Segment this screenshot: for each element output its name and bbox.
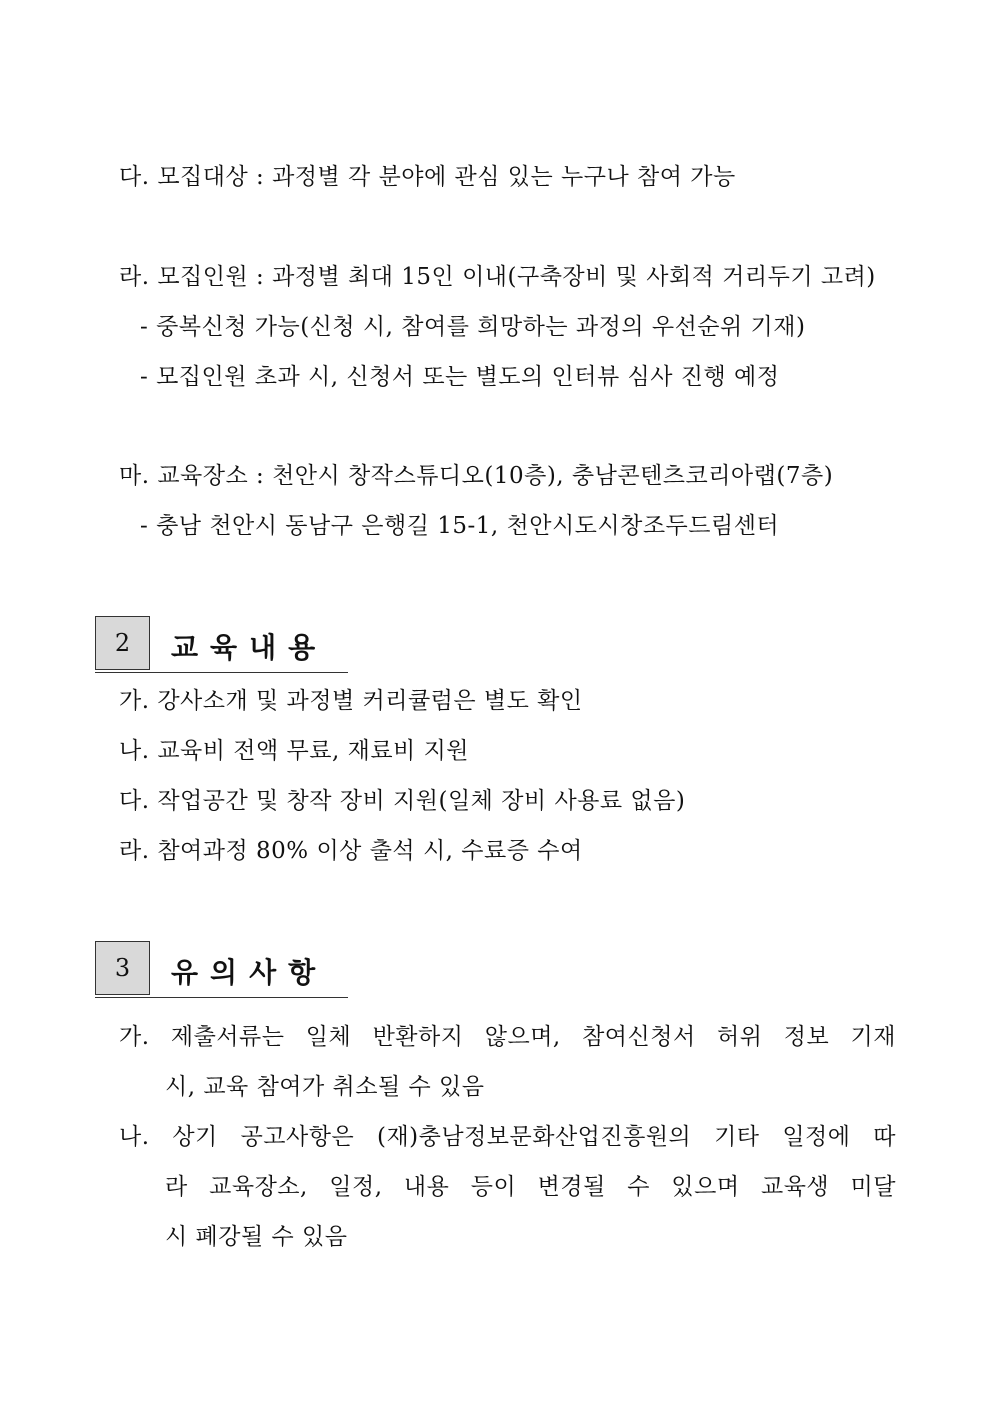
section-3-item-1-line-2: 시, 교육 참여가 취소될 수 있음 [165,1074,485,1100]
section-2-number: 2 [95,616,150,670]
section-3-heading [95,941,348,998]
section-3-item-2-line-3: 시 폐강될 수 있음 [165,1224,348,1250]
recruit-count: 라. 모집인원 : 과정별 최대 15인 이내(구축장비 및 사회적 거리두기 고려) [119,264,876,290]
section-2-title: 교육내용 [171,631,328,664]
recruit-target: 다. 모집대상 : 과정별 각 분야에 관심 있는 누구나 참여 가능 [119,164,736,190]
section-3-item-2-line-1: 나. 상기 공고사항은 (재)충남정보문화산업진흥원의 기타 일정에 따 [119,1124,896,1150]
section-3-item-2-line-2: 라 교육장소, 일정, 내용 등이 변경될 수 있으며 교육생 미달 [165,1174,896,1200]
recruit-place-note: - 충남 천안시 동남구 은행길 15-1, 천안시도시창조두드림센터 [140,513,780,539]
recruit-count-note-1: - 중복신청 가능(신청 시, 참여를 희망하는 과정의 우선순위 기재) [140,314,806,340]
section-3-item-1-line-1: 가. 제출서류는 일체 반환하지 않으며, 참여신청서 허위 정보 기재 [119,1024,896,1050]
recruit-place: 마. 교육장소 : 천안시 창작스튜디오(10층), 충남콘텐츠코리아랩(7층) [119,463,834,489]
section-2-item-3: 다. 작업공간 및 창작 장비 지원(일체 장비 사용료 없음) [119,788,686,814]
section-2-item-1: 가. 강사소개 및 과정별 커리큘럼은 별도 확인 [119,688,583,714]
section-2-item-4: 라. 참여과정 80% 이상 출석 시, 수료증 수여 [119,838,583,864]
recruit-count-note-2: - 모집인원 초과 시, 신청서 또는 별도의 인터뷰 심사 진행 예정 [140,364,780,390]
section-3-title: 유의사항 [171,956,328,989]
section-2-heading [95,616,348,673]
section-3-number: 3 [95,941,150,995]
section-2-item-2: 나. 교육비 전액 무료, 재료비 지원 [119,738,470,764]
